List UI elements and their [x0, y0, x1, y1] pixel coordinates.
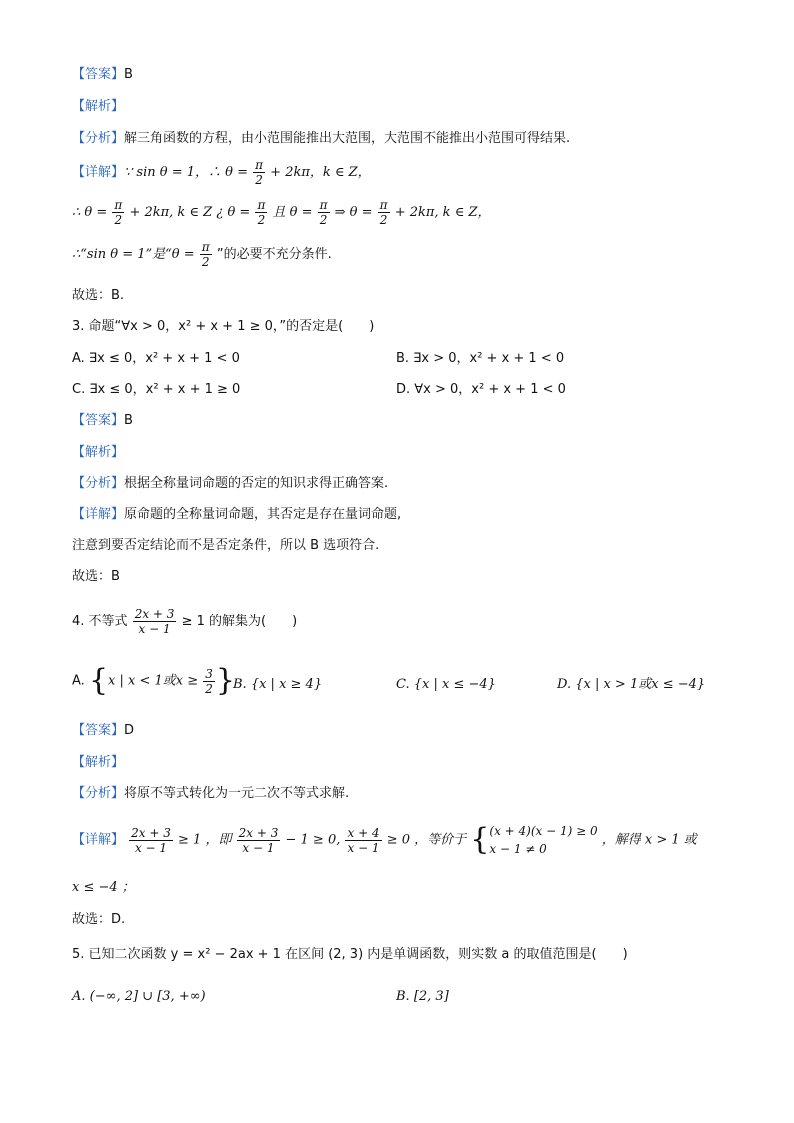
- q3-detail-line2: 注意到要否定结论而不是否定条件，所以 B 选项符合.: [72, 538, 380, 553]
- fenxi-text: 将原不等式转化为一元二次不等式求解.: [124, 786, 350, 801]
- q4-detail-cont: x ≤ −4 ；: [72, 880, 135, 895]
- fraction: $\frac{3}{2}$: [205, 666, 213, 696]
- q3-analysis-line: [72, 444, 124, 462]
- math-text: ∵ sin θ = 1，∴ θ =: [124, 165, 248, 180]
- q3-option-b[interactable]: B. ∃x > 0，x² + x + 1 < 0: [396, 351, 565, 366]
- fraction: $\frac{2x + 3}{x - 1}$: [131, 825, 171, 855]
- q4-answer-line: [72, 722, 134, 740]
- left-brace: {: [88, 663, 109, 698]
- math-text: ⇒ θ =: [334, 205, 373, 220]
- analysis-label: 【解析】: [72, 99, 125, 114]
- q4-option-a[interactable]: [72, 663, 235, 698]
- q4-choice: 故选：D.: [72, 912, 126, 927]
- answer-label: 【答案】: [72, 413, 125, 428]
- q3-option-c[interactable]: C. ∃x ≤ 0，x² + x + 1 ≥ 0: [72, 382, 241, 397]
- q4-analysis-line: [72, 754, 124, 772]
- fenxi-text: 根据全称量词命题的否定的知识求得正确答案.: [124, 476, 389, 491]
- q2-answer-line: [72, 66, 133, 84]
- fenxi-label: 【分析】: [72, 786, 125, 801]
- detail-label: 【详解】: [72, 507, 125, 522]
- fraction: $\frac{2x + 3}{x - 1}$: [238, 825, 279, 855]
- fenxi-label: 【分析】: [72, 131, 125, 146]
- analysis-label: 【解析】: [72, 755, 125, 770]
- left-brace: {: [470, 822, 490, 857]
- q3-answer-line: [72, 412, 133, 430]
- q3-option-d[interactable]: D. ∀x > 0，x² + x + 1 < 0: [396, 382, 566, 397]
- q2-detail-line1: [72, 158, 371, 187]
- q2-choice: 故选：B.: [72, 288, 125, 303]
- q4-fenxi-line: [72, 785, 349, 803]
- fraction: $\frac{\pi}{2}$: [201, 240, 210, 269]
- q2-detail-line2: [72, 198, 490, 227]
- fraction: $\frac{\pi}{2}$: [319, 198, 328, 227]
- stem-text: 4. 不等式: [72, 614, 128, 629]
- q4-detail-line: [72, 822, 697, 858]
- fraction: $\frac{\pi}{2}$: [114, 198, 123, 227]
- math-text: ∴“sin θ = 1”是“θ =: [72, 247, 195, 262]
- stem-text: ≥ 1 的解集为( ): [181, 614, 298, 629]
- q5-option-a[interactable]: A. (−∞, 2] ∪ [3, +∞): [72, 989, 206, 1004]
- q4-option-d[interactable]: D. {x | x > 1或x ≤ −4}: [557, 677, 706, 692]
- q3-fenxi-line: [72, 475, 388, 493]
- answer-label: 【答案】: [72, 67, 125, 82]
- fraction: $\frac{x + 4}{x - 1}$: [347, 825, 380, 855]
- detail-label: 【详解】: [72, 165, 125, 180]
- equation-system: (x + 4)(x − 1) ≥ 0 x − 1 ≠ 0: [489, 824, 598, 856]
- answer-label: 【答案】: [72, 723, 125, 738]
- detail-label: 【详解】: [72, 832, 125, 848]
- answer-value: D: [124, 723, 135, 738]
- q3-stem: 3. 命题“∀x > 0，x² + x + 1 ≥ 0，”的否定是( ): [72, 319, 375, 334]
- fenxi-label: 【分析】: [72, 476, 125, 491]
- math-text: + 2kπ，k ∈ Z，: [270, 165, 371, 180]
- set-text: x | x < 1或x ≥: [108, 673, 199, 689]
- analysis-label: 【解析】: [72, 445, 125, 460]
- math-text: − 1 ≥ 0,: [285, 832, 341, 848]
- q5-stem: 5. 已知二次函数 y = x² − 2ax + 1 在区间 (2, 3) 内是单调函数，则实数 a 的取值范围是( ): [72, 947, 628, 962]
- q4-option-c[interactable]: C. {x | x ≤ −4}: [396, 677, 496, 692]
- q4-option-b[interactable]: B. {x | x ≥ 4}: [233, 677, 323, 692]
- math-text: ，解得 x > 1 或: [601, 832, 697, 848]
- math-text: ≥ 0 ，等价于: [386, 832, 467, 848]
- fraction: $\frac{\pi}{2}$: [255, 158, 264, 187]
- math-text: + 2kπ, k ∈ Z，: [394, 205, 491, 220]
- q3-option-a[interactable]: A. ∃x ≤ 0，x² + x + 1 < 0: [72, 351, 240, 366]
- detail-text: 原命题的全称量词命题，其否定是存在量词命题,: [124, 507, 402, 522]
- q4-stem: [72, 607, 297, 636]
- fraction: $\frac{\pi}{2}$: [379, 198, 388, 227]
- q2-analysis-line: [72, 98, 124, 116]
- q3-choice: 故选：B: [72, 569, 120, 584]
- math-text: + 2kπ, k ∈ Z ¿ θ =: [129, 205, 251, 220]
- math-text: 且 θ =: [272, 205, 313, 220]
- fenxi-text: 解三角函数的方程，由小范围能推出大范围，大范围不能推出小范围可得结果.: [124, 131, 571, 146]
- fraction: $\frac{\pi}{2}$: [257, 198, 266, 227]
- math-text: ≥ 1 ，即: [178, 832, 232, 848]
- q5-option-b[interactable]: B. [2, 3]: [396, 989, 449, 1004]
- q3-detail-line1: [72, 506, 401, 524]
- math-text: ∴ θ =: [72, 205, 108, 220]
- right-brace: }: [215, 663, 235, 698]
- fraction: $\frac{2x + 3}{x - 1}$: [134, 607, 175, 636]
- q2-detail-line3: [72, 240, 332, 269]
- option-letter: A.: [72, 673, 85, 689]
- q2-fenxi-line: [72, 130, 570, 148]
- math-text: ”的必要不充分条件.: [216, 247, 332, 262]
- answer-value: B: [124, 67, 133, 82]
- answer-value: B: [124, 413, 133, 428]
